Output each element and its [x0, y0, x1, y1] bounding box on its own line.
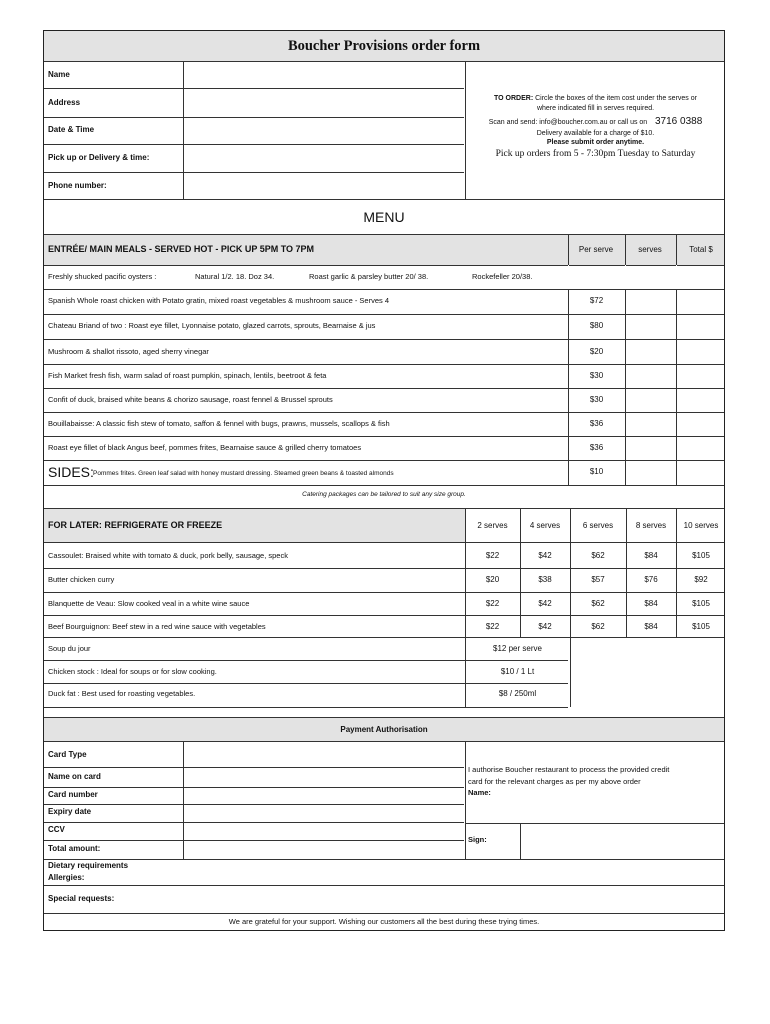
form-title: Boucher Provisions order form: [287, 38, 481, 54]
ccv-field[interactable]: [184, 823, 464, 839]
delivery-charge: Delivery available for a charge of $10.: [536, 129, 655, 137]
extra-item: Duck fat : Best used for roasting vegetables.: [48, 689, 196, 698]
phone-number: 3716 0388: [654, 115, 703, 127]
payment-heading: Payment Authorisation: [340, 725, 428, 734]
price-6-serves[interactable]: $62: [591, 599, 605, 608]
price-4-serves[interactable]: $42: [538, 622, 552, 631]
sign-label: Sign:: [468, 835, 487, 844]
card-number-label: Card number: [48, 790, 98, 799]
to-order-text: Circle the boxes of the item cost under the serves or: [533, 95, 697, 102]
card-type-label: Card Type: [48, 750, 87, 759]
ccv-label: CCV: [48, 825, 65, 834]
extra-item: Chicken stock : Ideal for soups or for slow cooking.: [48, 667, 217, 676]
name-field[interactable]: [184, 62, 464, 87]
per-serve-header: Per serve: [578, 245, 614, 254]
special-requests-field[interactable]: [184, 886, 724, 912]
catering-note: Catering packages can be tailored to suit any size group.: [302, 491, 466, 498]
extra-price[interactable]: $8 / 250ml: [498, 689, 537, 698]
price-8-serves[interactable]: $84: [644, 551, 658, 560]
contact-line: Scan and send: info@boucher.com.au or call us on: [488, 118, 648, 126]
oysters-rockefeller: Rockefeller 20/38.: [472, 272, 533, 281]
price-8-serves[interactable]: $84: [644, 599, 658, 608]
dietary-field[interactable]: [184, 860, 724, 884]
price-10-serves[interactable]: $105: [692, 599, 710, 608]
col-2-serves: 2 serves: [477, 521, 508, 530]
name-label: Name: [48, 70, 70, 79]
price-4-serves[interactable]: $42: [538, 599, 552, 608]
name-on-card-label: Name on card: [48, 772, 101, 781]
for-later-item: Beef Bourguignon: Beef stew in a red wine sauce with vegetables: [48, 622, 266, 631]
entree-item: Chateau Briand of two : Roast eye fillet, Lyonnaise potato, glazed carrots, sprouts, Bearnaise & jus: [48, 321, 376, 330]
col-6-serves: 6 serves: [582, 521, 614, 530]
entree-price[interactable]: $20: [589, 347, 604, 356]
entree-price[interactable]: $72: [589, 296, 604, 305]
price-10-serves[interactable]: $92: [694, 575, 708, 584]
to-order-label: TO ORDER:: [494, 95, 534, 102]
col-8-serves: 8 serves: [635, 521, 667, 530]
for-later-heading: FOR LATER: REFRIGERATE OR FREEZE: [48, 520, 223, 530]
sides-text: Pommes frites. Green leaf salad with honey mustard dressing. Steamed green beans & toasted almonds: [93, 470, 394, 477]
price-2-serves[interactable]: $20: [485, 575, 500, 584]
oysters-garlic: Roast garlic & parsley butter 20/ 38.: [309, 272, 429, 281]
oysters-label: Freshly shucked pacific oysters :: [48, 272, 157, 281]
entree-price[interactable]: $36: [589, 419, 604, 428]
dietary-label: Dietary requirements: [48, 861, 129, 870]
for-later-item: Blanquette de Veau: Slow cooked veal in a white wine sauce: [48, 599, 250, 608]
price-2-serves[interactable]: $22: [485, 551, 500, 560]
for-later-item: Cassoulet: Braised white with tomato & duck, pork belly, sausage, speck: [48, 551, 288, 560]
pickup-hours: Pick up orders from 5 - 7:30pm Tuesday to Saturday: [495, 149, 696, 160]
price-8-serves[interactable]: $76: [644, 575, 658, 584]
date-time-field[interactable]: [184, 118, 464, 143]
oysters-natural: Natural 1/2. 18. Doz 34.: [195, 272, 275, 281]
entree-heading: ENTRÉE/ MAIN MEALS - SERVED HOT - PICK UP 5PM TO 7PM: [48, 244, 315, 254]
card-type-field[interactable]: [184, 742, 464, 766]
special-requests-label: Special requests:: [48, 894, 115, 903]
price-4-serves[interactable]: $42: [538, 551, 552, 560]
date-time-label: Date & Time: [48, 125, 95, 134]
price-2-serves[interactable]: $22: [485, 599, 500, 608]
price-6-serves[interactable]: $62: [591, 622, 605, 631]
entree-item: Mushroom & shallot rissoto, aged sherry vinegar: [48, 347, 209, 356]
extra-price[interactable]: $10 / 1 Lt: [500, 667, 535, 676]
col-10-serves: 10 serves: [683, 521, 719, 530]
entree-item: Fish Market fresh fish, warm salad of roast pumpkin, spinach, lentils, beetroot & feta: [48, 371, 327, 380]
name-on-card-field[interactable]: [184, 768, 464, 786]
serves-instruction: where indicated fill in serves required.: [536, 104, 655, 112]
authorise-text: I authorise Boucher restaurant to process the provided credit: [468, 765, 670, 774]
entree-price[interactable]: $30: [589, 371, 604, 380]
col-4-serves: 4 serves: [529, 521, 561, 530]
total-amount-field[interactable]: [184, 841, 464, 858]
signature-field[interactable]: [521, 824, 725, 858]
entree-price[interactable]: $80: [589, 321, 604, 330]
allergies-label: Allergies:: [48, 873, 85, 882]
serves-header: serves: [638, 245, 662, 254]
total-amount-label: Total amount:: [48, 844, 101, 853]
pickup-delivery-label: Pick up or Delivery & time:: [48, 153, 150, 162]
price-8-serves[interactable]: $84: [644, 622, 658, 631]
expiry-date-field[interactable]: [184, 805, 464, 821]
entree-item: Roast eye fillet of black Angus beef, pommes frites, Bearnaise sauce & grilled cherry tomatoes: [48, 443, 362, 452]
extra-price[interactable]: $12 per serve: [493, 644, 542, 653]
order-form: [43, 30, 725, 931]
authorise-text-2: card for the relevant charges as per my above order: [468, 777, 641, 786]
total-header: Total $: [689, 245, 713, 254]
extra-item: Soup du jour: [48, 644, 91, 653]
expiry-date-label: Expiry date: [48, 807, 92, 816]
entree-item: Confit of duck, braised white beans & chorizo sausage, roast fennel & Brussel sprouts: [48, 395, 333, 404]
price-10-serves[interactable]: $105: [692, 622, 710, 631]
phone-field[interactable]: [184, 173, 464, 198]
card-number-field[interactable]: [184, 788, 464, 803]
price-10-serves[interactable]: $105: [692, 551, 710, 560]
address-field[interactable]: [184, 89, 464, 116]
entree-item: Bouillabaisse: A classic fish stew of tomato, saffon & fennel with bugs, prawns, mussels, scallops & fish: [48, 419, 390, 428]
authorise-name-label: Name:: [468, 788, 491, 797]
phone-label: Phone number:: [48, 181, 107, 190]
pickup-delivery-field[interactable]: [184, 145, 464, 171]
price-6-serves[interactable]: $57: [591, 575, 605, 584]
menu-heading: MENU: [363, 209, 405, 225]
price-4-serves[interactable]: $38: [538, 575, 552, 584]
sides-price[interactable]: $10: [589, 467, 604, 476]
order-instructions: [466, 94, 725, 161]
submit-note: Please submit order anytime.: [546, 139, 645, 147]
address-label: Address: [48, 98, 81, 107]
sides-label: SIDES:: [48, 464, 94, 480]
entree-price[interactable]: $36: [589, 443, 604, 452]
footer-message: We are grateful for your support. Wishing our customers all the best during these trying times.: [228, 917, 540, 926]
price-2-serves[interactable]: $22: [485, 622, 500, 631]
for-later-item: Butter chicken curry: [48, 575, 115, 584]
entree-price[interactable]: $30: [589, 395, 604, 404]
price-6-serves[interactable]: $62: [591, 551, 605, 560]
entree-item: Spanish Whole roast chicken with Potato gratin, mixed roast vegetables & mushroom sauce - Serves 4: [48, 296, 389, 305]
